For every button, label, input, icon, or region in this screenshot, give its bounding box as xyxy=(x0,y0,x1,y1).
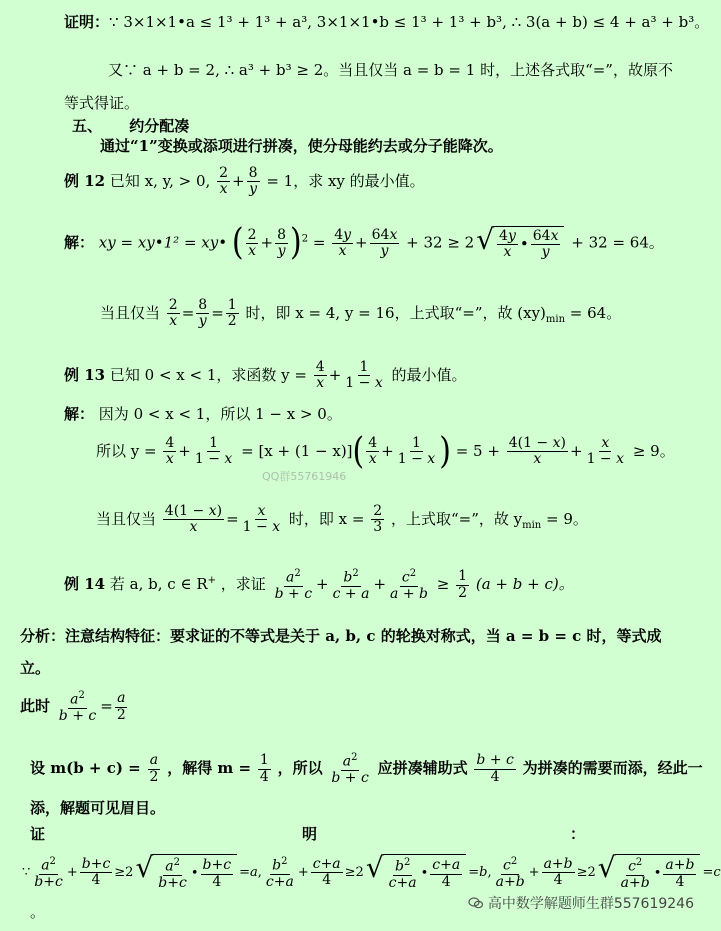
example-13: 例 13 已知 0 < x < 1，求函数 y = $\frac{4}{x}$ + $\frac{1}{1 - x}$ 的最小值。 xyxy=(64,359,467,392)
proof-line-3: 等式得证。 xyxy=(64,94,140,112)
example-13-text-b: 的最小值。 xyxy=(391,365,467,384)
example-12-solution-label: 解： xyxy=(64,233,95,252)
example-14-text-a: 若 a, b, c ∈ R xyxy=(109,575,208,594)
analysis-then: 此时 $\frac{a^2}{b + c}$ = $\frac{a}{2}$ xyxy=(20,690,126,725)
example-14-text-c: ≥ xyxy=(436,575,450,594)
example-14: 例 14 若 a, b, c ∈ R+ ，求证 $\frac{a^2}{b + c}$ + $\frac{b^2}{c + a}$ + $\frac{c^2}{a + b}$ ≥ $\frac{1}{2}$ (a + b + c)。 xyxy=(64,568,574,603)
example-13-solution-label: 解： xyxy=(64,405,95,423)
analysis-text-1: 注意结构特征：要求证的不等式是关于 a, b, c 的轮换对称式，当 a = b = c 时，等式成 xyxy=(65,627,662,645)
analysis-label: 分析： xyxy=(20,627,66,645)
example-12-solution: 解： xy = xy•1² = xy• ( $\frac{2}{x}$ + $\frac{8}{y}$ )$^2$ = $\frac{4y}{x}$ + $\frac{64x}{y}$ + 32 ≥ 2 √ $\frac{4y}{x}$ • $\frac{64x}{y}$ + 32 = 64。 xyxy=(64,221,664,264)
example-13-solution xyxy=(64,406,342,423)
example-14-text-d: (a + b + c)。 xyxy=(475,575,574,594)
example-13-cond-d: = 9。 xyxy=(546,509,588,528)
proof-text-1: ∵ 3×1×1•a ≤ 1³ + 1³ + a³, 3×1×1•b ≤ 1³ + 1³ + b³, ∴ 3(a + b) ≤ 4 + a³ + b³。 xyxy=(109,13,710,31)
example-14-text-sup: + xyxy=(207,575,217,587)
example-12-text-a: 已知 x, y, > 0, xyxy=(109,171,211,190)
analysis-line-1 xyxy=(20,628,662,645)
section-heading xyxy=(72,118,189,135)
example-12: 例 12 已知 x, y, > 0, $\frac{2}{x}$ + $\frac{8}{y}$ = 1，求 xy 的最小值。 xyxy=(64,165,425,198)
example-13-cond-sub: min xyxy=(522,519,542,531)
center-watermark: QQ群55761946 xyxy=(262,470,347,483)
proof-label: 证明： xyxy=(64,13,110,31)
example-13-condition: 当且仅当 $\frac{4(1 - x)}{x}$ = $\frac{x}{1 - x}$ 时，即 x = $\frac{2}{3}$ ，上式取“=”，故 $y_{min} = 9$。 xyxy=(96,503,588,536)
example-13-cond-c: ，上式取“=”，故 y xyxy=(390,509,523,528)
example-12-text-b: = 1，求 xy 的最小值。 xyxy=(266,171,425,190)
bottom-watermark-text: 高中数学解题师生群557619246 xyxy=(487,896,694,912)
example-13-step-a: 所以 y = xyxy=(96,441,157,460)
example-13-step-b: = [x + (1 − x)] xyxy=(241,441,353,460)
bottom-watermark xyxy=(468,893,694,913)
example-13-solution-text: 因为 0 < x < 1，所以 1 − x > 0。 xyxy=(98,405,342,423)
section-title: 约分配凑 xyxy=(129,117,190,135)
analysis-set-a: 设 m(b + c) = xyxy=(30,759,141,778)
example-12-solution-b: + 32 ≥ 2 xyxy=(406,233,475,252)
analysis-set: 设 m(b + c) = $\frac{a}{2}$ ，解得 m = $\frac{1}{4}$ ，所以 $\frac{a^2}{b + c}$ 应拼凑辅助式 $\frac{b + c}{4}$ 为拼凑的需要而添，经此一 xyxy=(30,752,703,787)
proof-bottom-mid: 明 xyxy=(302,825,318,843)
example-12-cond-sub: min xyxy=(545,313,566,325)
example-12-cond-b: 时，即 x = 4, y = 16，上式取“=”，故 (xy) xyxy=(245,303,546,322)
example-12-cond-a: 当且仅当 xyxy=(100,303,161,322)
proof-bottom-left: 证 xyxy=(30,825,46,843)
example-14-label: 例 14 xyxy=(64,575,106,594)
example-14-text-b: ，求证 xyxy=(220,575,266,594)
proof-bottom-right: ： xyxy=(570,825,586,843)
proof-bottom-end: 。 xyxy=(30,903,46,921)
example-12-condition: 当且仅当 $\frac{2}{x}$ = $\frac{8}{y}$ = $\frac{1}{2}$ 时，即 x = 4, y = 16，上式取“=”，故 $(xy)_{min} = 64$。 xyxy=(100,297,622,330)
proof-line-1 xyxy=(64,14,709,31)
proof-bottom-formula: ∵ $\frac{a^2}{b+c}$ + $\frac{b+c}{4}$ ≥2 √ $\frac{a^2}{b+c}$ • $\frac{b+c}{4}$ =a, $\frac{b^2}{c+a}$ + $\frac{c+a}{4}$ ≥2 √ $\frac{b^2}{c+a}$ • $\frac{c+a}{4}$ =b, $\frac{c^2}{a+b}$ + $\frac{a+b}{4}$ ≥2 √ $\frac{c^2}{a+b}$ • $\frac{a+b}{4}$ =c xyxy=(22,851,721,892)
analysis-set-c: ，所以 xyxy=(277,759,323,778)
analysis-then-label: 此时 xyxy=(20,697,51,716)
example-13-cond-a: 当且仅当 xyxy=(96,509,157,528)
example-13-cond-b: 时，即 x = xyxy=(288,509,365,528)
example-12-cond-c: = 64。 xyxy=(569,303,622,322)
section-intro: 通过“1”变换或添项进行拼凑，使分母能约去或分子能降次。 xyxy=(100,137,503,155)
example-13-step-d: ≥ 9。 xyxy=(632,441,675,460)
analysis-set-b: ，解得 m = xyxy=(167,759,252,778)
example-13-text-a: 已知 0 < x < 1，求函数 y = xyxy=(109,365,307,384)
proof-line-2: 又∵ a + b = 2, ∴ a³ + b³ ≥ 2。当且仅当 a = b = 1 时，上述各式取“=”，故原不 xyxy=(108,61,673,79)
analysis-set-d: 应拼凑辅助式 xyxy=(377,759,468,778)
example-12-solution-c: + 32 = 64。 xyxy=(571,233,664,252)
example-12-solution-a: xy = xy•1² = xy• xyxy=(98,233,228,252)
example-13-label: 例 13 xyxy=(64,365,106,384)
example-12-label: 例 12 xyxy=(64,171,106,190)
wechat-icon xyxy=(468,895,484,911)
example-13-step-c: = 5 + xyxy=(455,441,500,460)
analysis-line-end: 添，解题可见眉目。 xyxy=(30,799,166,817)
analysis-line-2: 立。 xyxy=(20,659,51,677)
analysis-set-e: 为拼凑的需要而添，经此一 xyxy=(522,759,703,778)
section-number: 五、 xyxy=(72,117,103,135)
example-13-step: 所以 y = $\frac{4}{x}$ + $\frac{1}{1 - x}$ = [x + (1 − x)]( $\frac{4}{x}$ + $\frac{1}{1 - x}$ ) = 5 + $\frac{4(1 - x)}{x}$ + $\frac{x}{1 - x}$ ≥ 9。 xyxy=(96,430,675,473)
